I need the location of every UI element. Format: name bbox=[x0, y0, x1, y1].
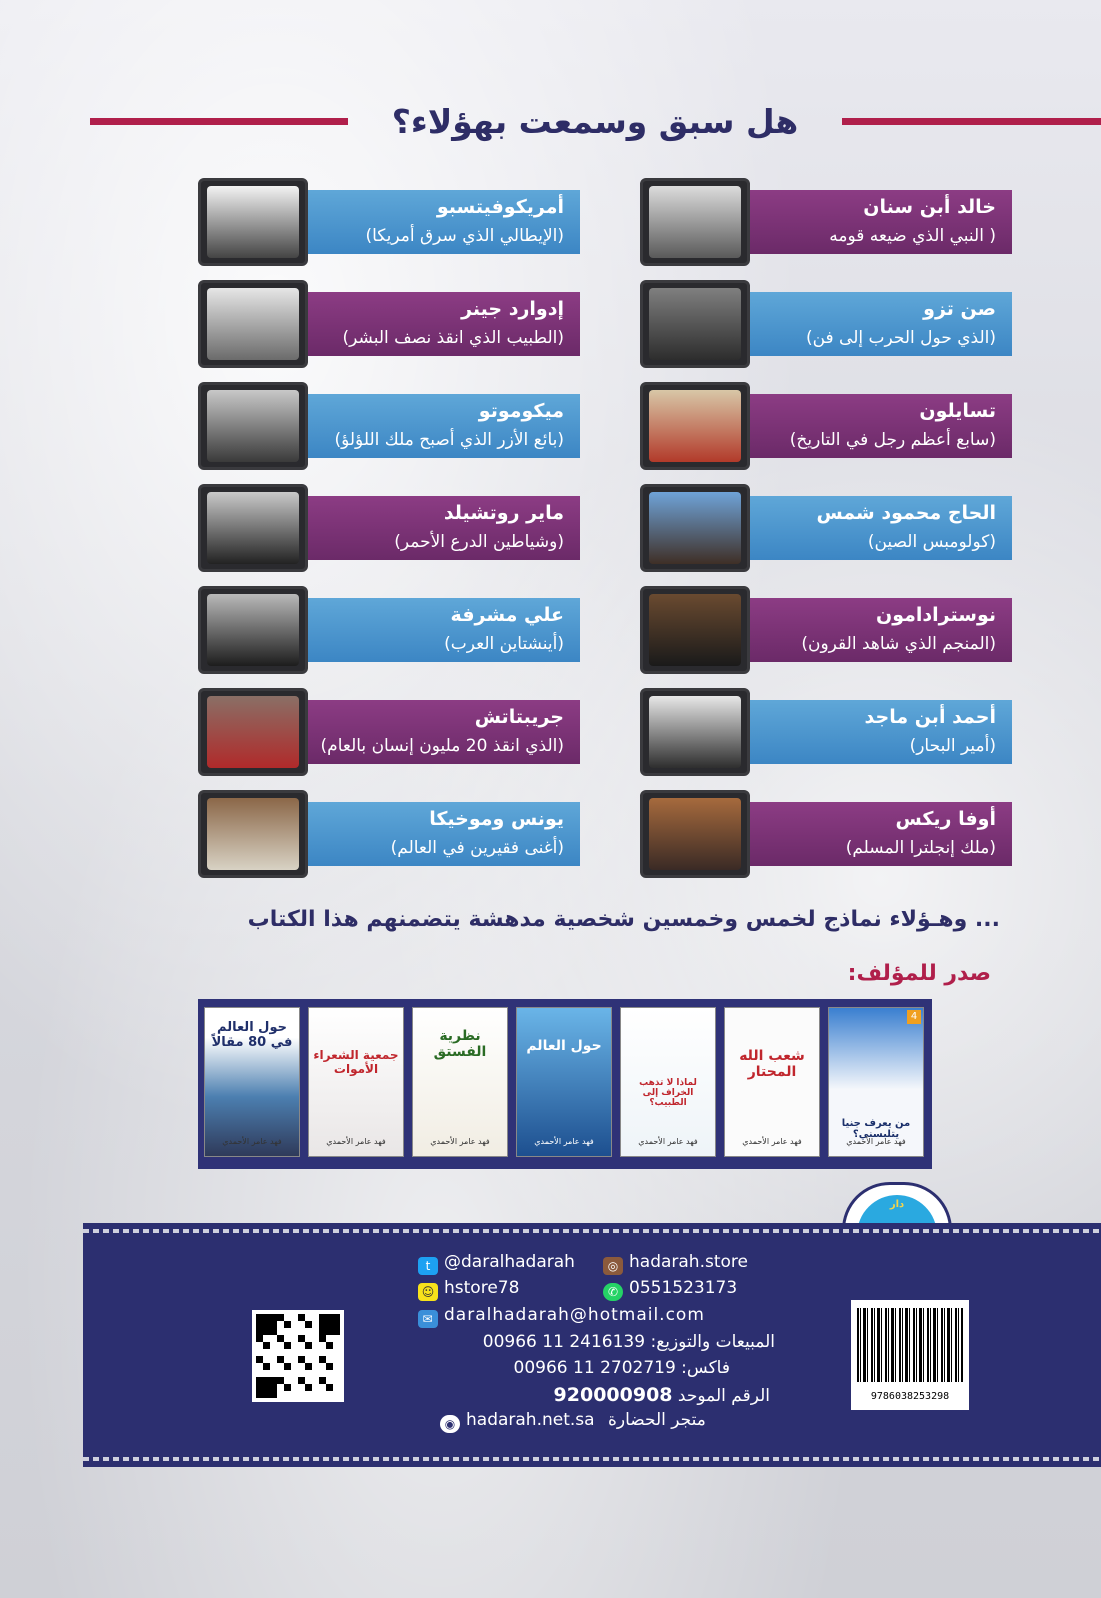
qr-module bbox=[256, 1391, 263, 1398]
qr-module bbox=[284, 1391, 291, 1398]
qr-module bbox=[319, 1335, 326, 1342]
qr-module bbox=[333, 1377, 340, 1384]
qr-module bbox=[305, 1370, 312, 1377]
person-card bbox=[198, 484, 580, 572]
person-name: ماير روتشيلد bbox=[443, 502, 564, 524]
person-card bbox=[640, 484, 1012, 572]
qr-module bbox=[326, 1363, 333, 1370]
qr-module bbox=[333, 1391, 340, 1398]
person-photo-frame bbox=[640, 280, 750, 368]
person-photo-frame bbox=[198, 484, 308, 572]
person-photo bbox=[207, 288, 299, 360]
person-photo-frame bbox=[640, 790, 750, 878]
store-url: hadarah.net.sa bbox=[466, 1410, 595, 1430]
person-card bbox=[198, 688, 580, 776]
qr-module bbox=[284, 1377, 291, 1384]
person-photo bbox=[207, 186, 299, 258]
person-name: جريبتاتش bbox=[474, 706, 564, 728]
qr-module bbox=[256, 1356, 263, 1363]
book-badge: 4 bbox=[907, 1010, 921, 1024]
person-description: ( النبي الذي ضيعه قومه bbox=[829, 226, 996, 246]
qr-module bbox=[298, 1321, 305, 1328]
person-description: (أغنى فقيرين في العالم) bbox=[390, 838, 564, 858]
qr-module bbox=[291, 1391, 298, 1398]
person-card bbox=[640, 178, 1012, 266]
person-description: (المنجم الذي شاهد القرون) bbox=[801, 634, 996, 654]
store-logo-icon: ◉ bbox=[440, 1415, 460, 1433]
qr-module bbox=[298, 1328, 305, 1335]
qr-module bbox=[291, 1370, 298, 1377]
qr-module bbox=[284, 1314, 291, 1321]
person-card bbox=[198, 280, 580, 368]
person-card bbox=[640, 280, 1012, 368]
isbn-barcode bbox=[851, 1300, 969, 1410]
qr-module bbox=[284, 1321, 291, 1328]
qr-module bbox=[270, 1384, 277, 1391]
book-title: نظرية الفستق bbox=[433, 1028, 487, 1060]
qr-module bbox=[277, 1335, 284, 1342]
qr-module bbox=[263, 1391, 270, 1398]
qr-module bbox=[263, 1363, 270, 1370]
qr-module bbox=[305, 1384, 312, 1391]
snapchat-icon: ☺ bbox=[418, 1283, 438, 1301]
qr-module bbox=[305, 1314, 312, 1321]
qr-module bbox=[270, 1377, 277, 1384]
person-name: الحاج محمود شمس bbox=[816, 502, 996, 524]
barcode-bars bbox=[857, 1308, 963, 1382]
qr-module bbox=[312, 1335, 319, 1342]
person-name: نوسترادامون bbox=[876, 604, 996, 626]
person-name: صن تزو bbox=[923, 298, 996, 320]
qr-module bbox=[319, 1384, 326, 1391]
qr-module bbox=[263, 1328, 270, 1335]
qr-module bbox=[319, 1342, 326, 1349]
person-photo-frame bbox=[198, 586, 308, 674]
qr-module bbox=[326, 1349, 333, 1356]
snapchat-handle[interactable] bbox=[418, 1278, 519, 1301]
qr-module bbox=[291, 1363, 298, 1370]
unified-number-line bbox=[450, 1384, 770, 1406]
person-description: (سابع أعظم رجل في التاريخ) bbox=[789, 430, 996, 450]
books-label: صدر للمؤلف: bbox=[847, 961, 991, 986]
person-description: (الذي انقذ 20 مليون إنسان بالعام) bbox=[320, 736, 564, 756]
qr-module bbox=[305, 1342, 312, 1349]
qr-module bbox=[326, 1342, 333, 1349]
qr-module bbox=[333, 1363, 340, 1370]
qr-module bbox=[284, 1328, 291, 1335]
qr-module bbox=[277, 1391, 284, 1398]
person-card bbox=[640, 790, 1012, 878]
person-photo bbox=[207, 594, 299, 666]
person-photo bbox=[207, 492, 299, 564]
book-title: حول العالم bbox=[526, 1038, 602, 1054]
qr-module bbox=[319, 1321, 326, 1328]
person-name: أمريكوفيتسبو bbox=[436, 196, 564, 218]
qr-module bbox=[305, 1377, 312, 1384]
qr-module bbox=[305, 1356, 312, 1363]
book-author: فهد عامر الأحمدي bbox=[846, 1137, 906, 1146]
person-photo-frame bbox=[640, 586, 750, 674]
tagline: ... وهـؤلاء نماذج لخمس وخمسين شخصية مدهشة يتضمنهم هذا الكتاب bbox=[247, 907, 1000, 932]
person-description: (أينشتاين العرب) bbox=[444, 634, 564, 654]
qr-module bbox=[263, 1349, 270, 1356]
twitter-handle[interactable] bbox=[418, 1252, 575, 1275]
qr-module bbox=[298, 1349, 305, 1356]
qr-module bbox=[284, 1335, 291, 1342]
person-name: علي مشرفة bbox=[450, 604, 564, 626]
qr-code[interactable] bbox=[252, 1310, 344, 1402]
logo-small-text: دار bbox=[889, 1199, 905, 1210]
person-photo-frame bbox=[640, 484, 750, 572]
person-photo bbox=[649, 594, 741, 666]
person-card bbox=[640, 586, 1012, 674]
qr-module bbox=[277, 1356, 284, 1363]
book-title: حول العالم في 80 مقالاً bbox=[211, 1020, 293, 1050]
book-cover bbox=[828, 1007, 924, 1157]
person-photo-frame bbox=[198, 280, 308, 368]
qr-module bbox=[312, 1384, 319, 1391]
book-author: فهد عامر الأحمدي bbox=[326, 1137, 386, 1146]
book-author: فهد عامر الأحمدي bbox=[534, 1137, 594, 1146]
person-photo-frame bbox=[640, 688, 750, 776]
person-card bbox=[198, 790, 580, 878]
qr-module bbox=[263, 1321, 270, 1328]
qr-module bbox=[333, 1349, 340, 1356]
qr-module bbox=[326, 1384, 333, 1391]
person-card bbox=[198, 178, 580, 266]
qr-module bbox=[319, 1391, 326, 1398]
qr-module bbox=[256, 1384, 263, 1391]
qr-module bbox=[298, 1342, 305, 1349]
header bbox=[0, 102, 1101, 142]
qr-module bbox=[256, 1321, 263, 1328]
qr-module bbox=[326, 1335, 333, 1342]
person-photo-frame bbox=[198, 790, 308, 878]
qr-module bbox=[256, 1342, 263, 1349]
book-cover bbox=[724, 1007, 820, 1157]
person-photo bbox=[649, 288, 741, 360]
qr-module bbox=[256, 1314, 263, 1321]
qr-module bbox=[298, 1363, 305, 1370]
whatsapp-icon: ✆ bbox=[603, 1283, 623, 1301]
person-card bbox=[198, 382, 580, 470]
sales-line: المبيعات والتوزيع: 2416139 11 00966 bbox=[482, 1332, 775, 1352]
twitter-icon: t bbox=[418, 1257, 438, 1275]
qr-module bbox=[312, 1370, 319, 1377]
person-name: أوفا ريكس bbox=[895, 808, 996, 830]
qr-module bbox=[326, 1370, 333, 1377]
person-photo-frame bbox=[198, 178, 308, 266]
person-name: خالد أبن سنان bbox=[863, 196, 996, 218]
person-photo bbox=[649, 390, 741, 462]
person-photo-frame bbox=[640, 178, 750, 266]
qr-module bbox=[263, 1370, 270, 1377]
person-description: (الطبيب الذي انقذ نصف البشر) bbox=[342, 328, 564, 348]
qr-module bbox=[277, 1377, 284, 1384]
qr-module bbox=[256, 1370, 263, 1377]
fax-line: فاكس: 2702719 11 00966 bbox=[513, 1358, 730, 1378]
qr-module bbox=[312, 1377, 319, 1384]
qr-module bbox=[333, 1384, 340, 1391]
qr-module bbox=[305, 1321, 312, 1328]
book-title: شعب الله المحتار bbox=[739, 1048, 805, 1080]
instagram-text: hadarah.store bbox=[629, 1252, 748, 1272]
qr-module bbox=[312, 1314, 319, 1321]
person-description: (كولومبس الصين) bbox=[867, 532, 996, 552]
qr-module bbox=[277, 1342, 284, 1349]
person-photo bbox=[207, 798, 299, 870]
qr-module bbox=[291, 1321, 298, 1328]
book-cover bbox=[516, 1007, 612, 1157]
qr-module bbox=[270, 1363, 277, 1370]
twitter-text: @daralhadarah bbox=[444, 1252, 575, 1272]
qr-module bbox=[319, 1363, 326, 1370]
book-title: جمعية الشعراء الأموات bbox=[313, 1048, 399, 1076]
person-description: (الذي حول الحرب إلى فن) bbox=[805, 328, 996, 348]
qr-module bbox=[263, 1384, 270, 1391]
person-name: تسايلون bbox=[919, 400, 996, 422]
qr-module bbox=[284, 1363, 291, 1370]
book-author: فهد عامر الأحمدي bbox=[742, 1137, 802, 1146]
qr-module bbox=[312, 1342, 319, 1349]
qr-module bbox=[284, 1370, 291, 1377]
qr-module bbox=[277, 1384, 284, 1391]
qr-module bbox=[312, 1363, 319, 1370]
qr-module bbox=[291, 1356, 298, 1363]
qr-module bbox=[298, 1391, 305, 1398]
qr-module bbox=[263, 1377, 270, 1384]
qr-module bbox=[333, 1314, 340, 1321]
qr-module bbox=[305, 1363, 312, 1370]
qr-module bbox=[305, 1349, 312, 1356]
qr-module bbox=[326, 1314, 333, 1321]
qr-module bbox=[298, 1370, 305, 1377]
qr-module bbox=[277, 1321, 284, 1328]
qr-module bbox=[277, 1370, 284, 1377]
qr-module bbox=[326, 1377, 333, 1384]
qr-module bbox=[333, 1356, 340, 1363]
person-photo bbox=[207, 696, 299, 768]
qr-module bbox=[305, 1335, 312, 1342]
qr-module bbox=[291, 1342, 298, 1349]
person-description: (بائع الأزر الذي أصبح ملك اللؤلؤ) bbox=[334, 430, 564, 450]
qr-module bbox=[319, 1349, 326, 1356]
footer-stripe-top bbox=[83, 1229, 1101, 1233]
instagram-icon: ◎ bbox=[603, 1257, 623, 1275]
qr-module bbox=[291, 1328, 298, 1335]
person-photo bbox=[649, 798, 741, 870]
qr-module bbox=[270, 1370, 277, 1377]
qr-module bbox=[256, 1349, 263, 1356]
email-icon: ✉ bbox=[418, 1310, 438, 1328]
qr-module bbox=[277, 1349, 284, 1356]
qr-module bbox=[256, 1328, 263, 1335]
qr-module bbox=[270, 1391, 277, 1398]
qr-module bbox=[298, 1384, 305, 1391]
person-photo bbox=[649, 696, 741, 768]
whatsapp-text: 0551523173 bbox=[629, 1278, 738, 1298]
qr-module bbox=[270, 1349, 277, 1356]
qr-module bbox=[326, 1391, 333, 1398]
qr-module bbox=[319, 1356, 326, 1363]
qr-module bbox=[319, 1314, 326, 1321]
store-label: متجر الحضارة bbox=[607, 1410, 706, 1430]
qr-module bbox=[326, 1321, 333, 1328]
qr-module bbox=[326, 1328, 333, 1335]
person-photo bbox=[207, 390, 299, 462]
book-author: فهد عامر الأحمدي bbox=[222, 1137, 282, 1146]
qr-module bbox=[333, 1321, 340, 1328]
qr-module bbox=[319, 1370, 326, 1377]
qr-module bbox=[256, 1363, 263, 1370]
qr-module bbox=[270, 1321, 277, 1328]
qr-module bbox=[270, 1342, 277, 1349]
email-text: daralhadarah@hotmail.com bbox=[444, 1305, 705, 1325]
qr-module bbox=[270, 1314, 277, 1321]
qr-module bbox=[291, 1349, 298, 1356]
person-card bbox=[198, 586, 580, 674]
qr-module bbox=[333, 1370, 340, 1377]
qr-module bbox=[298, 1377, 305, 1384]
instagram-handle[interactable] bbox=[603, 1252, 748, 1275]
qr-module bbox=[277, 1328, 284, 1335]
whatsapp-number[interactable] bbox=[603, 1278, 737, 1301]
qr-module bbox=[291, 1335, 298, 1342]
qr-module bbox=[312, 1356, 319, 1363]
qr-module bbox=[305, 1328, 312, 1335]
qr-module bbox=[256, 1335, 263, 1342]
qr-module bbox=[326, 1356, 333, 1363]
book-title: لماذا لا تذهب الخراف إلى الطبيب؟ bbox=[639, 1078, 697, 1108]
qr-module bbox=[270, 1356, 277, 1363]
book-author: فهد عامر الأحمدي bbox=[430, 1137, 490, 1146]
person-description: (ملك إنجلترا المسلم) bbox=[845, 838, 996, 858]
qr-module bbox=[312, 1391, 319, 1398]
isbn-number: 9786038253298 bbox=[870, 1391, 950, 1402]
book-title: من يعرف جنيا يتلبسني؟ bbox=[841, 1118, 911, 1140]
book-cover bbox=[308, 1007, 404, 1157]
person-photo-frame bbox=[198, 382, 308, 470]
qr-module bbox=[333, 1342, 340, 1349]
person-name: إدوارد جينر bbox=[461, 298, 564, 320]
header-title: هل سبق وسمعت بهؤلاء؟ bbox=[391, 102, 799, 141]
qr-module bbox=[298, 1335, 305, 1342]
books-panel bbox=[198, 999, 932, 1169]
person-description: (وشياطين الدرع الأحمر) bbox=[394, 532, 564, 552]
snapchat-text: hstore78 bbox=[444, 1278, 520, 1298]
person-photo-frame bbox=[640, 382, 750, 470]
qr-module bbox=[270, 1335, 277, 1342]
qr-module bbox=[284, 1356, 291, 1363]
qr-module bbox=[305, 1391, 312, 1398]
qr-module bbox=[263, 1335, 270, 1342]
person-description: (الإيطالي الذي سرق أمريكا) bbox=[365, 226, 564, 246]
qr-module bbox=[291, 1314, 298, 1321]
book-author: فهد عامر الأحمدي bbox=[638, 1137, 698, 1146]
unified-number: 920000908 bbox=[553, 1384, 673, 1406]
qr-module bbox=[333, 1328, 340, 1335]
person-description: (أمير البحار) bbox=[909, 736, 996, 756]
qr-module bbox=[319, 1328, 326, 1335]
qr-module bbox=[312, 1349, 319, 1356]
qr-module bbox=[284, 1342, 291, 1349]
header-bar-left bbox=[90, 118, 348, 125]
book-cover bbox=[204, 1007, 300, 1157]
store-line[interactable] bbox=[440, 1410, 706, 1433]
unified-label: الرقم الموحد bbox=[677, 1386, 770, 1406]
qr-module bbox=[291, 1377, 298, 1384]
qr-module bbox=[333, 1335, 340, 1342]
person-card bbox=[640, 382, 1012, 470]
qr-module bbox=[263, 1342, 270, 1349]
book-cover bbox=[620, 1007, 716, 1157]
qr-module bbox=[298, 1314, 305, 1321]
qr-module bbox=[312, 1321, 319, 1328]
qr-module bbox=[298, 1356, 305, 1363]
qr-module bbox=[277, 1363, 284, 1370]
qr-module bbox=[284, 1384, 291, 1391]
person-name: أحمد أبن ماجد bbox=[864, 706, 996, 728]
person-name: يونس وموخيكا bbox=[429, 808, 564, 830]
qr-module bbox=[291, 1384, 298, 1391]
qr-module bbox=[263, 1356, 270, 1363]
qr-module bbox=[270, 1328, 277, 1335]
person-name: ميكوموتو bbox=[478, 400, 564, 422]
footer-stripe-bottom bbox=[83, 1457, 1101, 1461]
qr-module bbox=[284, 1349, 291, 1356]
person-card bbox=[640, 688, 1012, 776]
header-bar-right bbox=[842, 118, 1101, 125]
person-photo bbox=[649, 492, 741, 564]
qr-module bbox=[319, 1377, 326, 1384]
qr-module bbox=[256, 1377, 263, 1384]
book-cover bbox=[412, 1007, 508, 1157]
email-address[interactable] bbox=[418, 1305, 705, 1328]
qr-module bbox=[277, 1314, 284, 1321]
person-photo bbox=[649, 186, 741, 258]
qr-module bbox=[312, 1328, 319, 1335]
person-photo-frame bbox=[198, 688, 308, 776]
qr-module bbox=[263, 1314, 270, 1321]
